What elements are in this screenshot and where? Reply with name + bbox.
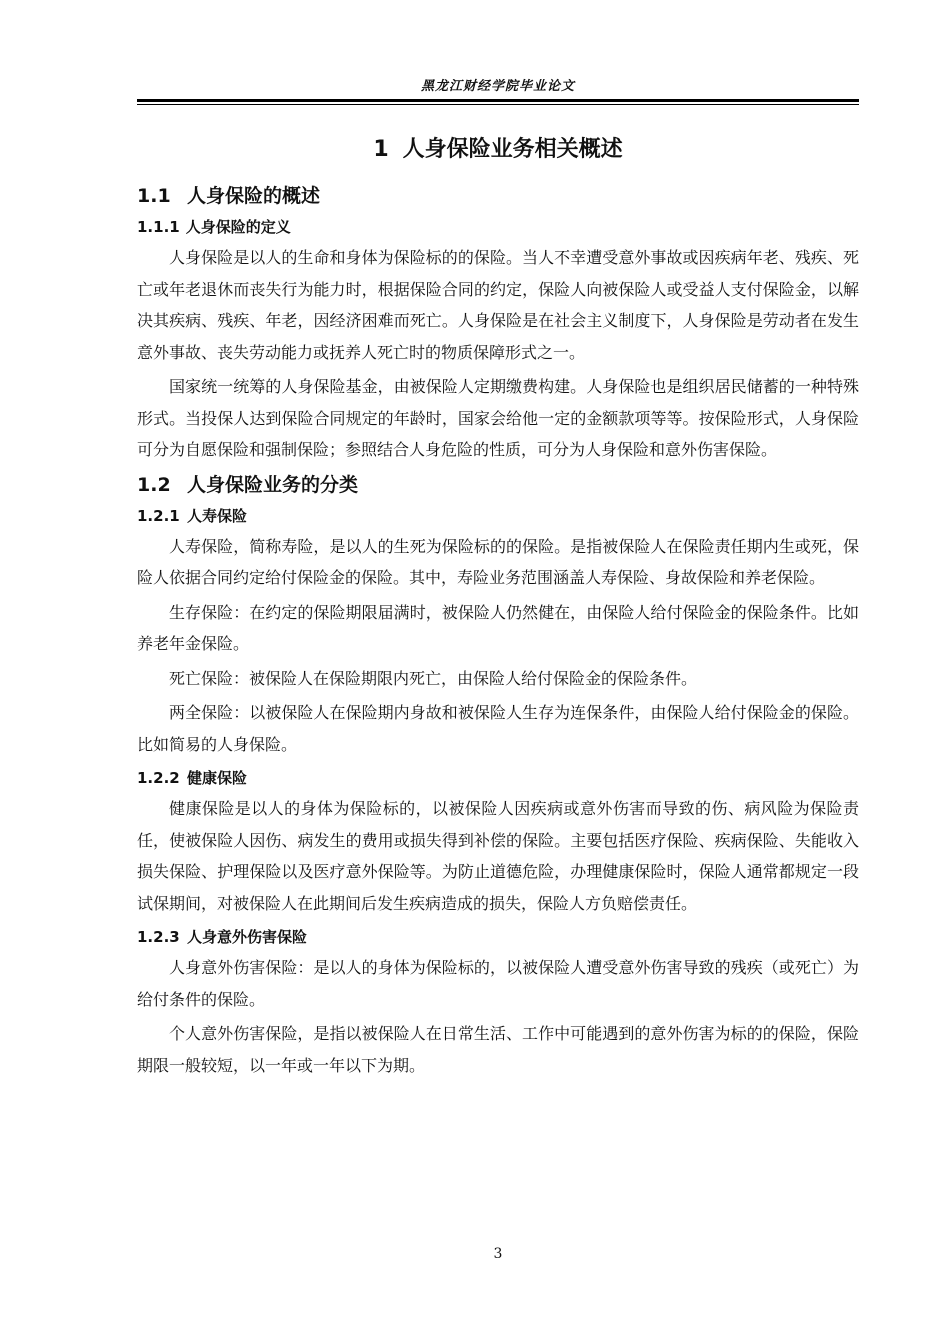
chapter-title [137, 128, 859, 172]
header-rule-thin [137, 104, 859, 105]
paragraph: 个人意外伤害保险，是指以被保险人在日常生活、工作中可能遇到的意外伤害为标的的保险，保险期限一般较短，以一年或一年以下为期。 [137, 1024, 859, 1075]
subsection-heading [137, 922, 859, 952]
paragraph: 人身意外伤害保险：是以人的身体为保险标的，以被保险人遭受意外伤害导致的残疾（或死亡）为给付条件的保险。 [137, 958, 859, 1009]
subsection-title: 健康保险 [187, 769, 248, 787]
subsection-number: 1.1.1 [137, 218, 180, 236]
subsection-heading [137, 212, 859, 242]
chapter-number: 1 [373, 137, 389, 162]
paragraph: 死亡保险：被保险人在保险期限内死亡，由保险人给付保险金的保险条件。 [169, 668, 698, 688]
section-heading [137, 180, 859, 212]
section-heading [137, 469, 859, 501]
chapter-title-text: 人身保险业务相关概述 [402, 137, 623, 162]
paragraph: 人身保险是以人的生命和身体为保险标的的保险。当人不幸遭受意外事故或因疾病年老、残疾、死亡或年老退休而丧失行为能力时，根据保险合同的约定，保险人向被保险人或受益人支付保险金，以解决其疾病、残疾、年老，因经济困难而死亡。人身保险是在社会主义制度下，人身保险是劳动者在发生意外事故、丧失劳动能力或抚养人死亡时的物质保障形式之一。 [137, 248, 859, 362]
paragraph: 健康保险是以人的身体为保险标的，以被保险人因疾病或意外伤害而导致的伤、病风险为保险责任，使被保险人因伤、病发生的费用或损失得到补偿的保险。主要包括医疗保险、疾病保险、失能收入损失保险、护理保险以及医疗意外保险等。为防止道德危险，办理健康保险时，保险人通常都规定一段试保期间，对被保险人在此期间后发生疾病造成的损失，保险人方负赔偿责任。 [137, 799, 859, 913]
subsection-title: 人身保险的定义 [185, 218, 291, 236]
section-title: 人身保险的概述 [187, 185, 321, 207]
paragraph: 国家统一统筹的人身保险基金，由被保险人定期缴费构建。人身保险也是组织居民储蓄的一种特殊形式。当投保人达到保险合同规定的年龄时，国家会给他一定的金额款项等等。按保险形式，人身保险可分为自愿保险和强制保险；参照结合人身危险的性质，可分为人身保险和意外伤害保险。 [137, 377, 859, 459]
subsection-number: 1.2.2 [137, 769, 180, 787]
page-body [137, 128, 859, 1084]
subsection-title: 人寿保险 [187, 506, 248, 525]
section-number: 1.2 [137, 473, 171, 496]
paragraph: 生存保险：在约定的保险期限届满时，被保险人仍然健在，由保险人给付保险金的保险条件。比如养老年金保险。 [137, 602, 859, 653]
subsection-heading [137, 501, 859, 531]
running-header: 黑龙江财经学院毕业论文 [420, 79, 575, 94]
page-number: 3 [493, 1246, 503, 1262]
subsection-heading [137, 763, 859, 793]
subsection-number: 1.2.1 [137, 506, 180, 525]
section-title: 人身保险业务的分类 [187, 473, 359, 496]
section-number: 1.1 [137, 185, 171, 207]
subsection-number: 1.2.3 [137, 928, 180, 946]
subsection-title: 人身意外伤害保险 [187, 928, 308, 946]
header-rule-thick [137, 99, 859, 102]
paragraph: 两全保险：以被保险人在保险期内身故和被保险人生存为连保条件，由保险人给付保险金的保险。比如简易的人身保险。 [137, 703, 859, 754]
paragraph: 人寿保险，简称寿险，是以人的生死为保险标的的保险。是指被保险人在保险责任期内生或死，保险人依据合同约定给付保险金的保险。其中，寿险业务范围涵盖人寿保险、身故保险和养老保险。 [137, 536, 859, 587]
